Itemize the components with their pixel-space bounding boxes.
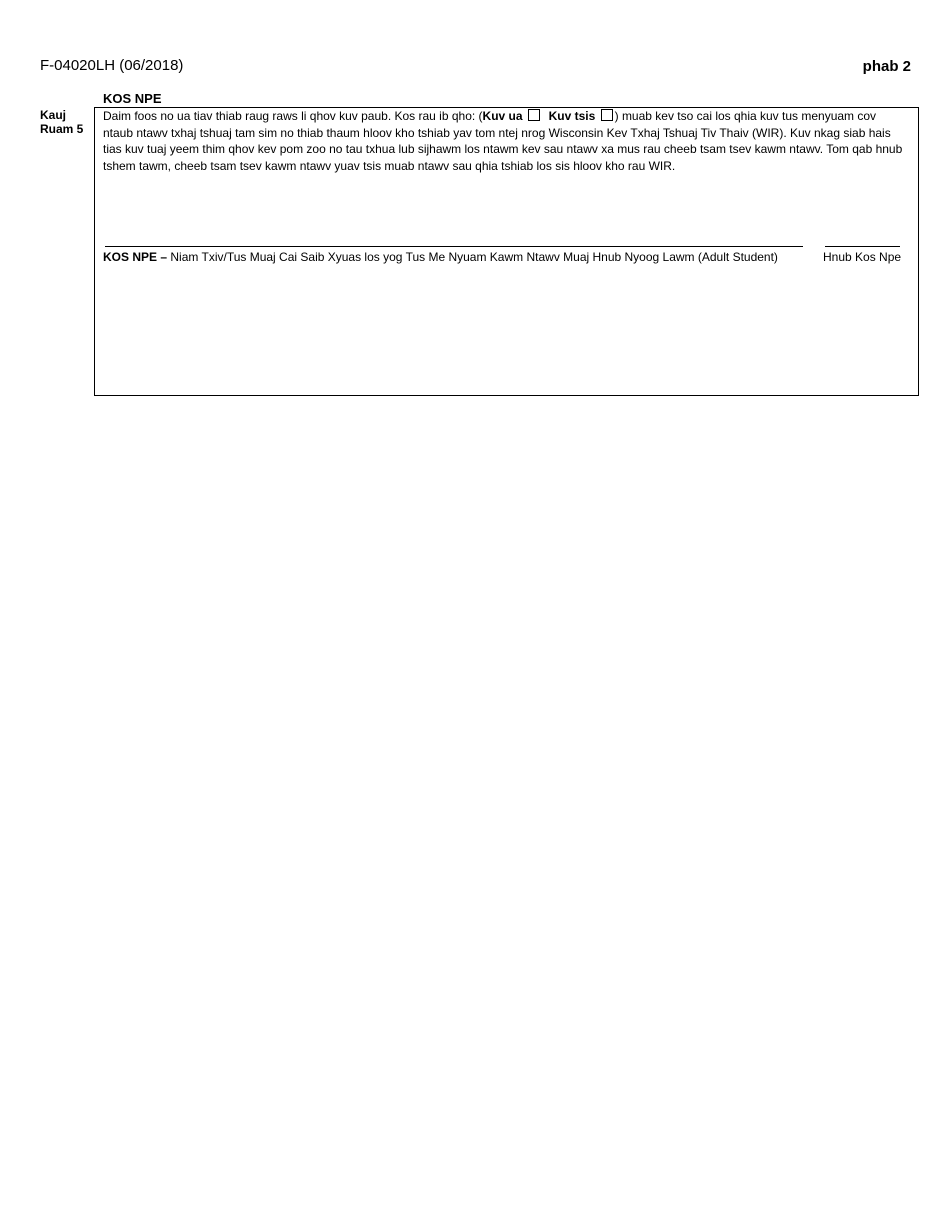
signature-caption-bold: KOS NPE – <box>103 250 168 264</box>
section-title: KOS NPE <box>103 91 162 106</box>
consent-paragraph <box>103 108 909 174</box>
date-line[interactable] <box>825 246 900 247</box>
section-label-line2: Ruam 5 <box>40 122 84 136</box>
option-yes-label: Kuv ua <box>482 109 523 123</box>
option-no-label: Kuv tsis <box>548 109 596 123</box>
option-no-checkbox[interactable] <box>601 109 613 121</box>
section-label <box>40 108 92 136</box>
form-number: F-04020LH (06/2018) <box>40 57 184 74</box>
consent-text-after: ) muab kev tso cai los qhia kuv tus menyuam cov ntaub ntawv txhaj tshuaj tam sim no thiab thaum hloov kho tshiab yav tom ntej nrog Wisconsin Kev Txhaj Tshuaj Tiv Thaiv (WIR). Kuv nkag siab hais tias kuv tuaj yeem thim qhov kev pom zoo no tau txhua lub sijhawm los ntawm kev sau ntawv xa mus rau cheeb tsam tsev kawm ntawv. Tom qab hnub tshem tawm, cheeb tsam tsev kawm ntawv yuav tsis muab ntawv sau qhia tshiab los sis hloov kho rau WIR. <box>103 109 903 173</box>
signature-line[interactable] <box>105 246 803 247</box>
section-label-line1: Kauj <box>40 108 67 122</box>
consent-text-before: Daim foos no ua tiav thiab raug raws li qhov kuv paub. Kos rau ib qho: ( <box>103 109 483 123</box>
option-yes-checkbox[interactable] <box>528 109 540 121</box>
date-caption: Hnub Kos Npe <box>823 250 902 264</box>
signature-caption-text: Niam Txiv/Tus Muaj Cai Saib Xyuas los yog Tus Me Nyuam Kawm Ntawv Muaj Hnub Nyoog Lawm (Adult Student) <box>167 250 778 264</box>
signature-caption <box>103 249 778 265</box>
page-number: phab 2 <box>862 58 911 75</box>
